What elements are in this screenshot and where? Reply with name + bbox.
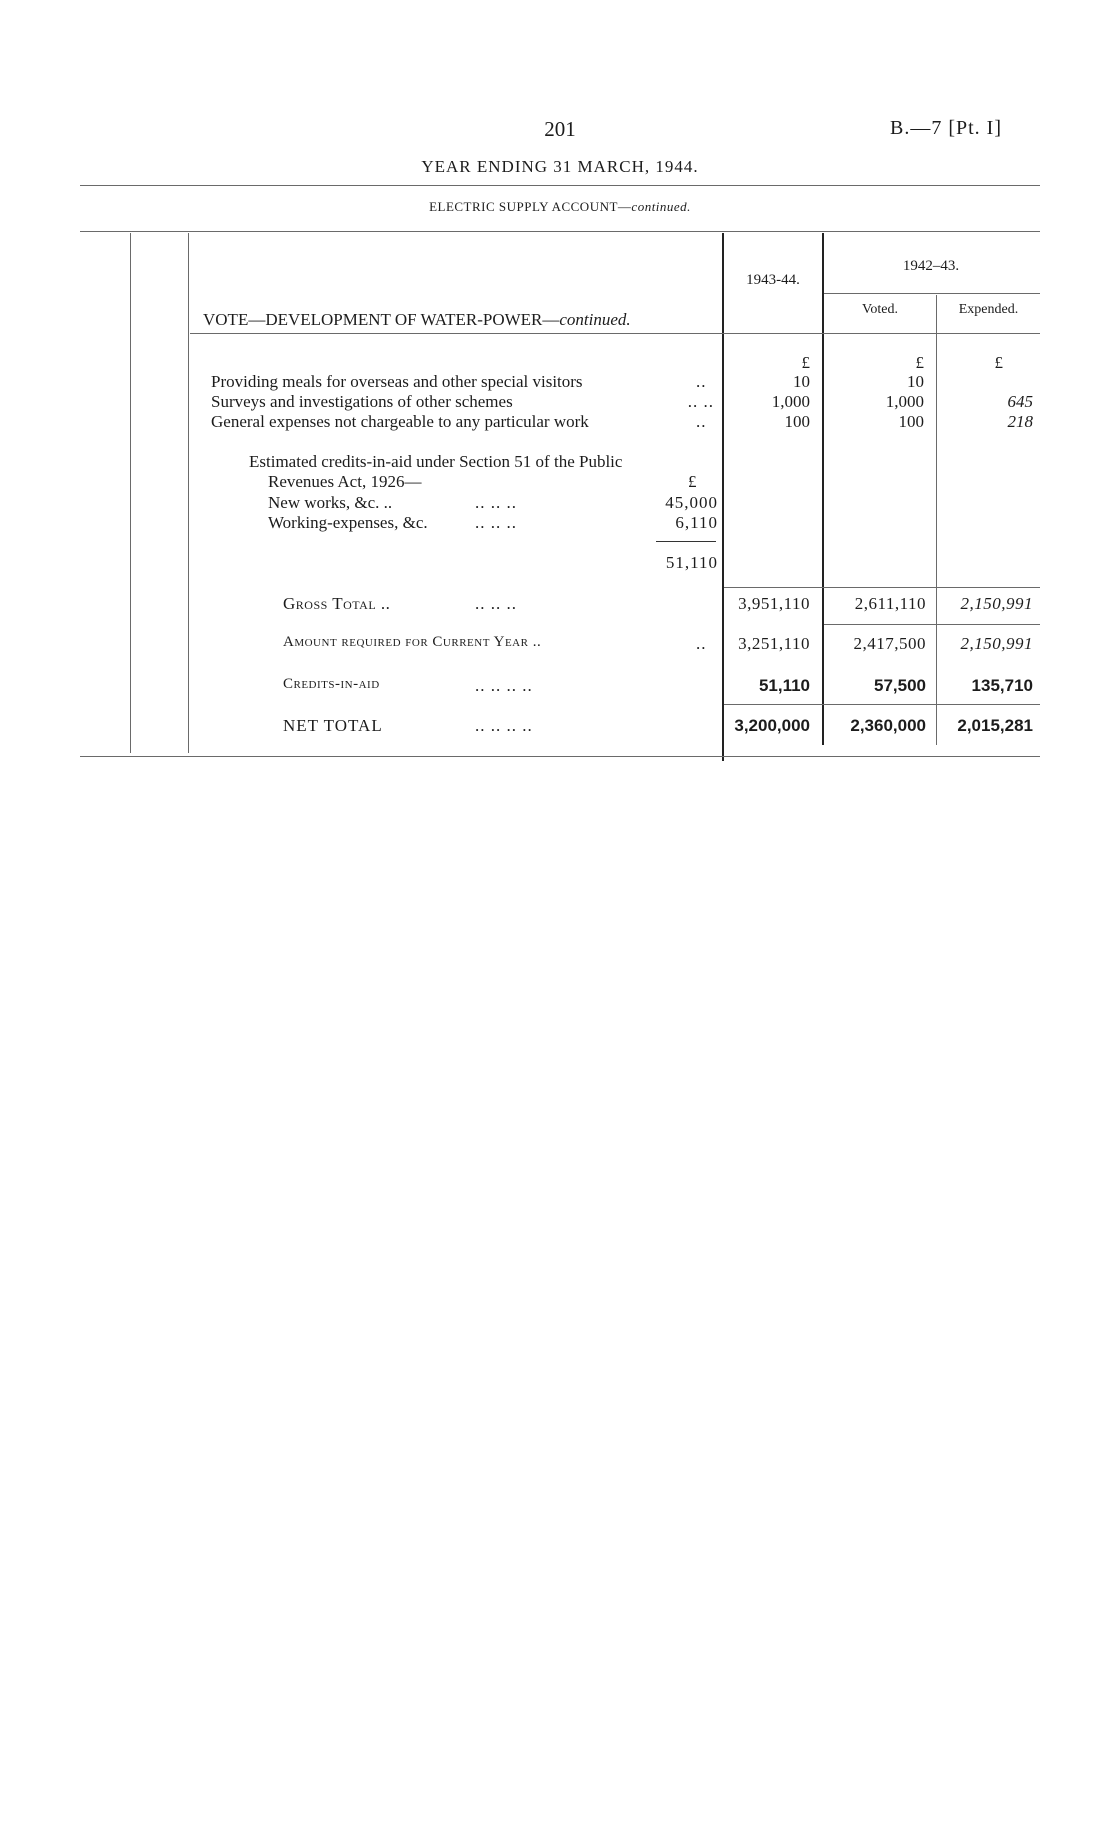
total-1943-44: 3,200,000 bbox=[734, 716, 810, 735]
account-title-main: ELECTRIC SUPPLY ACCOUNT— bbox=[429, 199, 632, 214]
item-label: Providing meals for overseas and other special visitors bbox=[211, 372, 583, 391]
item-voted: 10 bbox=[907, 372, 924, 391]
table-top-rule bbox=[80, 231, 1040, 232]
vote-title bbox=[203, 310, 631, 330]
item-voted: 100 bbox=[898, 412, 924, 431]
item-voted: 1,000 bbox=[885, 392, 924, 411]
total-voted: 2,360,000 bbox=[850, 716, 926, 735]
total-label: Credits-in-aid bbox=[283, 676, 380, 692]
total-label: Gross Total .. bbox=[283, 594, 391, 613]
vote-title-main: VOTE—DEVELOPMENT OF WATER-POWER— bbox=[203, 310, 560, 329]
leader-dots: .. .. .. bbox=[475, 513, 517, 532]
currency-symbol-voted: £ bbox=[915, 353, 924, 372]
leader-dots: .. .. bbox=[687, 392, 714, 411]
total-voted: 2,611,110 bbox=[854, 594, 926, 613]
total-expended: 135,710 bbox=[971, 676, 1033, 695]
totals-rule-1 bbox=[824, 624, 1040, 625]
total-voted: 57,500 bbox=[874, 676, 926, 695]
credit-label: New works, &c. .. bbox=[268, 493, 393, 512]
totals-rule-2 bbox=[724, 704, 1040, 705]
credits-note-line1: Estimated credits-in-aid under Section 51 of the Public bbox=[249, 452, 623, 471]
table-bottom-rule bbox=[80, 756, 1040, 757]
account-title bbox=[300, 199, 820, 215]
subtotal-rule bbox=[656, 541, 716, 542]
total-label: NET TOTAL bbox=[283, 716, 383, 735]
credit-label: Working-expenses, &c. bbox=[268, 513, 428, 532]
item-label: General expenses not chargeable to any particular work bbox=[211, 412, 589, 431]
totals-top-rule bbox=[724, 587, 1040, 588]
document-reference: B.—7 [Pt. I] bbox=[890, 117, 1002, 139]
credits-note-currency: £ bbox=[688, 472, 697, 491]
column-header-1943-44: 1943-44. bbox=[746, 272, 800, 288]
subheader-rule bbox=[824, 293, 1040, 294]
total-1943-44: 3,951,110 bbox=[738, 594, 810, 613]
total-label: Amount required for Current Year .. bbox=[283, 634, 542, 650]
item-label: Surveys and investigations of other schemes bbox=[211, 392, 513, 411]
margin-rule-inner bbox=[188, 233, 189, 753]
total-voted: 2,417,500 bbox=[853, 634, 926, 653]
leader-dots: .. bbox=[696, 634, 707, 653]
column-header-voted: Voted. bbox=[862, 302, 898, 317]
vote-title-continued: continued. bbox=[559, 310, 631, 329]
item-expended: 218 bbox=[1007, 412, 1033, 431]
leader-dots: .. .. .. .. bbox=[475, 716, 533, 735]
leader-dots: .. .. .. bbox=[475, 493, 517, 512]
column-header-expended: Expended. bbox=[958, 302, 1019, 317]
header-rule bbox=[80, 185, 1040, 186]
total-1943-44: 51,110 bbox=[758, 676, 810, 695]
page-number: 201 bbox=[544, 117, 576, 141]
leader-dots: .. bbox=[696, 412, 707, 431]
credit-amount: 45,000 bbox=[665, 493, 718, 512]
column-header-1942-43: 1942–43. bbox=[902, 258, 960, 274]
total-expended: 2,015,281 bbox=[957, 716, 1033, 735]
total-expended: 2,150,991 bbox=[960, 594, 1033, 613]
margin-rule-left bbox=[130, 233, 131, 753]
header-bottom-rule bbox=[190, 333, 1040, 334]
credits-subtotal: 51,110 bbox=[665, 553, 718, 572]
item-1943-44: 1,000 bbox=[771, 392, 810, 411]
item-1943-44: 100 bbox=[784, 412, 810, 431]
currency-symbol-1943: £ bbox=[801, 353, 810, 372]
leader-dots: .. bbox=[696, 372, 707, 391]
leader-dots: .. .. .. bbox=[475, 594, 517, 613]
total-1943-44: 3,251,110 bbox=[738, 634, 810, 653]
leader-dots: .. .. .. .. bbox=[475, 676, 533, 695]
credit-amount: 6,110 bbox=[675, 513, 718, 532]
total-expended: 2,150,991 bbox=[960, 634, 1033, 653]
credits-note-line2: Revenues Act, 1926— bbox=[268, 472, 422, 491]
account-title-continued: continued. bbox=[631, 199, 691, 214]
year-title: YEAR ENDING 31 MARCH, 1944. bbox=[421, 157, 699, 176]
currency-symbol-expended: £ bbox=[994, 353, 1003, 372]
item-expended: 645 bbox=[1007, 392, 1033, 411]
item-1943-44: 10 bbox=[793, 372, 810, 391]
